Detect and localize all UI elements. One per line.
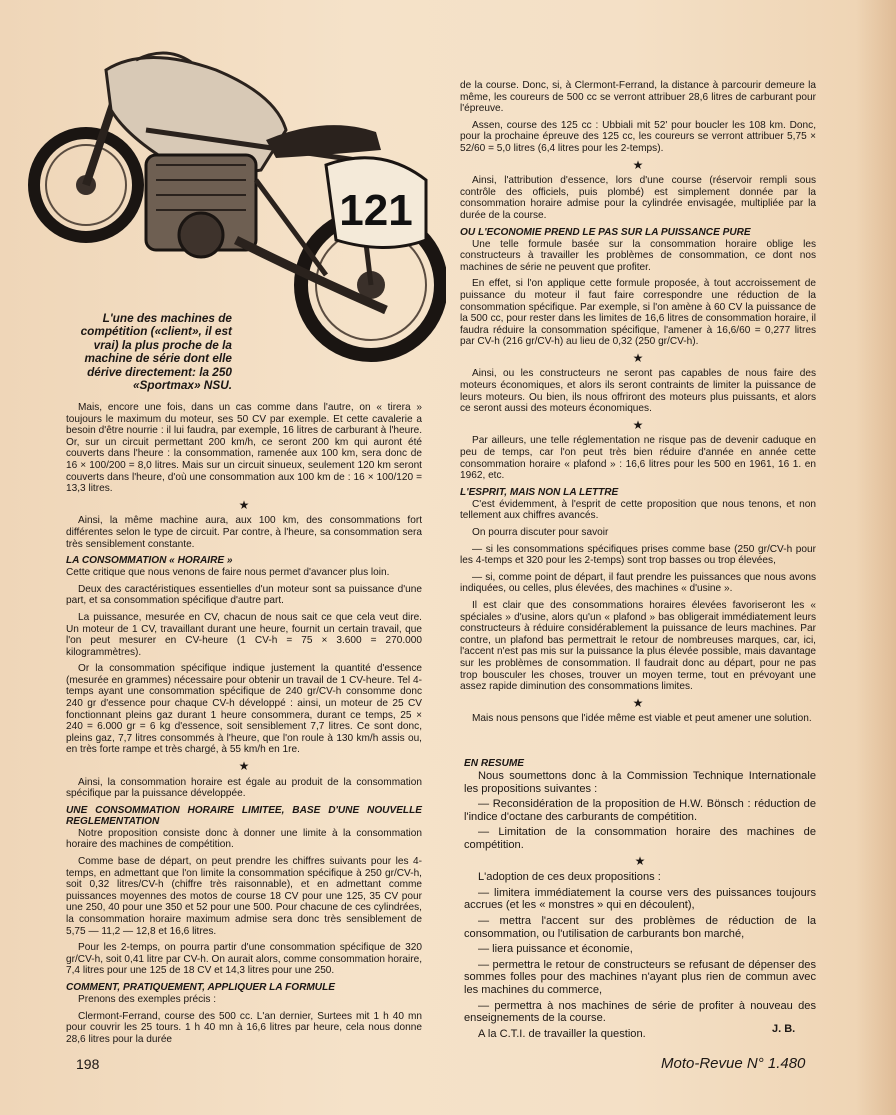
left-column <box>66 402 422 1050</box>
paragraph: — limitera immédiatement la course vers des puissances toujours accrues (et les « monstres » qui en découlent), <box>464 886 816 912</box>
illustration-caption: L'une des machines de compétition («client», il est vrai) la plus proche de la machine de série dont elle dérive directement: la 250 «Sportmax» NSU. <box>80 311 232 393</box>
paragraph: Prenons des exemples précis : <box>78 993 217 1005</box>
paragraph: de la course. Donc, si, à Clermont-Ferrand, la distance à parcourir demeure la même, les coureurs de 500 cc se verront attribuer 28,6 litres de carburant pour l'épreuve. <box>460 80 816 115</box>
paragraph: Mais, encore une fois, dans un cas comme dans l'autre, on « tirera » toujours le maximum du moteur, ses 50 CV par exemple. Et cette cavalerie a besoin d'être nourrie : il lui faudra, par exemple, 16 litres de carburant à l'heure. Or, sur un circuit permettant 200 km/h, ce seront 200 km qui auront été couverts dans l'heure : la consommation, ramenée aux 100 km, sera donc de 16 × 100/200 = 8,0 litres. Mais sur un circuit sinueux, seulement 120 km seront couverts dans l'heure, d'où une consommation aux 100 km de : 16 × 100/120 = 13,3 litres. <box>66 402 422 495</box>
paragraph: — si les consommations spécifiques prises comme base (250 gr/CV-h pour les 4-temps et 320 pour les 2-temps) sont trop basses ou trop élevées, <box>460 543 816 567</box>
paragraph: Nous soumettons donc à la Commission Technique Internationale les propositions suivantes : <box>464 770 816 795</box>
paragraph: En effet, si l'on applique cette formule proposée, à tout accroissement de puissance du moteur il faut faire correspondre une réduction de la consommation spécifique. Par exemple, si l'on amène à 60 CV la puissance de la 500 cc, pour rester dans les limites de 16,6 litres de consommation horaire, il faudra réduire la consommation spécifique, l'amener à 16,6/60 = 0,277 litres par CV-h (216 gr/CV-h) au lieu de 0,32 (250 gr/CV-h). <box>460 278 816 348</box>
paragraph: On pourra discuter pour savoir <box>472 527 609 538</box>
paragraph: Deux des caractéristiques essentielles d'un moteur sont sa puissance d'une part, et sa consommation spécifique d'autre part. <box>66 583 422 607</box>
paragraph: La puissance, mesurée en CV, chacun de nous sait ce que cela veut dire. Un moteur de 1 CV, travaillant durant une heure, fournit un certain travail, que l'on peut mesurer en CV-heure (1 CV-h = 75 × 3.600 = 270.000 kilogrammètres). <box>66 611 422 658</box>
star-separator: ★ <box>634 853 646 868</box>
paragraph: A la C.T.I. de travailler la question. <box>478 1027 646 1040</box>
star-separator: ★ <box>632 157 644 172</box>
star-separator: ★ <box>632 350 644 365</box>
paragraph: L'adoption de ces deux propositions : <box>478 871 661 884</box>
paragraph: Il est clair que des consommations horaires élevées favoriseront les « spéciales » d'usine, alors qu'un « plafond » bas obligerait immédiatement leurs constructeurs à réduire considérablement la puissance de leurs machines. Par contre, un plafond bas permettrait le retour de nombreuses marques, car, ici, l'accent n'est pas mis sur la puissance la plus élevée possible, mais davantage sur les problèmes de consommation. Il faudrait donc au départ, pour ne pas trop bousculer les choses, trouver un moyen terme, tout en prévoyant une assez rapide diminution des consommations limites. <box>460 599 816 693</box>
paragraph: Ainsi, la consommation horaire est égale au produit de la consommation spécifique par la puissance développée. <box>66 776 422 800</box>
page-number: 198 <box>76 1056 100 1072</box>
section-heading: UNE CONSOMMATION HORAIRE LIMITEE, BASE D'UNE NOUVELLE REGLEMENTATION <box>66 804 422 827</box>
page-edge-shadow <box>856 0 896 1115</box>
paragraph: — liera puissance et économie, <box>478 943 633 956</box>
race-number: 121 <box>339 186 413 235</box>
section-heading: LA CONSOMMATION « HORAIRE » <box>66 555 233 567</box>
paragraph: Comme base de départ, on peut prendre les chiffres suivants pour les 4-temps, en admettant que l'on limite la consommation spécifique à 250 gr/CV-h, soit 0,32 litres/CV-h (chiffre très raisonnable), et en admettant comme puissances moyennes des motos de course 18 CV pour une 125, 35 CV pour une 250, 40 pour une 350 et 52 pour une 500. Pour chacune de ces cylindrées, la consommation horaire maximum admise sera donc très sensiblement de 5,75 — 11,2 — 12,8 et 16,6 litres. <box>66 856 422 937</box>
paragraph: Or la consommation spécifique indique justement la quantité d'essence (mesurée en grammes) nécessaire pour obtenir un travail de 1 CV-heure. Tel 4-temps ayant une consommation spécifique de 240 gr/CV-h consomme donc 240 gr d'essence pour chaque CV-h développé : ainsi, un moteur de 25 CV fonctionnant pleins gaz durant 1 heure consommera, durant ce temps, 25 × 240 = 6.000 gr = 6 kg d'essence, soit sensiblement 7,7 litres. Ce sont donc, pleins gaz, 7,7 litres consommés à l'heure, que l'on roule à 130 km/h assis ou, en très forte rampe et très chargé, à 55 km/h en 1re. <box>66 663 422 756</box>
paragraph: Clermont-Ferrand, course des 500 cc. L'an dernier, Surtees mit 1 h 40 mn pour couvrir les 25 tours. 1 h 40 mn à 16,6 litres par heure, cela nous donne 28,6 litres pour la durée <box>66 1010 422 1045</box>
paragraph: Ainsi, ou les constructeurs ne seront pas capables de nous faire des moteurs économiques, et alors ils seront contraints de limiter la puissance de leurs moteurs. Ou bien, ils nous offriront des moteurs plus puissants, et alors ce seront aussi des moteurs économiques. <box>460 368 816 415</box>
section-heading: L'ESPRIT, MAIS NON LA LETTRE <box>460 486 619 498</box>
paragraph: Ainsi, l'attribution d'essence, lors d'une course (réservoir rempli sous contrôle des officiels, puis plombé) est simplement donnée par la consommation horaire admise pour la cylindrée envisagée, multipliée par la durée de la course. <box>460 175 816 221</box>
paragraph: Ainsi, la même machine aura, aux 100 km, des consommations fort différentes selon le type de circuit. Par contre, à l'heure, sa consommation sera très sensiblement constante. <box>66 515 422 550</box>
paragraph: — Reconsidération de la proposition de H.W. Bönsch : réduction de l'indice d'octane des carburants de compétition. <box>464 798 816 823</box>
section-heading: OU L'ECONOMIE PREND LE PAS SUR LA PUISSANCE PURE <box>460 226 751 238</box>
author-signature: J. B. <box>772 1023 796 1035</box>
star-separator: ★ <box>238 497 250 512</box>
paragraph: — permettra à nos machines de série de profiter à nouveau des enseignements de la course. <box>464 999 816 1025</box>
star-separator: ★ <box>632 695 644 710</box>
paragraph: Mais nous pensons que l'idée même est viable et peut amener une solution. <box>472 713 812 725</box>
resume-section <box>464 753 816 1043</box>
star-separator: ★ <box>238 759 250 774</box>
right-column <box>460 80 816 730</box>
paragraph: Cette critique que nous venons de faire nous permet d'avancer plus loin. <box>66 567 390 579</box>
section-heading: COMMENT, PRATIQUEMENT, APPLIQUER LA FORMULE <box>66 981 335 993</box>
paragraph: — mettra l'accent sur des problèmes de réduction de la consommation, ou l'utilisation de carburants bon marché, <box>464 914 816 940</box>
paragraph: C'est évidemment, à l'esprit de cette proposition que nous tenons, et non tellement aux chiffres avancés. <box>460 498 816 522</box>
paragraph: Une telle formule basée sur la consommation horaire oblige les constructeurs à travailler les problèmes de consommation, ce dont nos machines de série ne peuvent que profiter. <box>460 238 816 273</box>
paragraph: Assen, course des 125 cc : Ubbiali mit 52' pour boucler les 108 km. Donc, pour la prochaine épreuve des 125 cc, les coureurs se verront attribuer 5,75 × 52/60 = 5,0 litres (6,4 litres pour les 2-temps). <box>460 119 816 154</box>
paragraph: — Limitation de la consommation horaire des machines de compétition. <box>464 826 816 851</box>
star-separator: ★ <box>632 417 644 432</box>
paragraph: Par ailleurs, une telle réglementation ne risque pas de devenir caduque en peu de temps, car l'on peut très bien réduire d'année en année cette consommation horaire « plafond » : 16,6 litres pour les 500 en 1961, 16 1. en 1962, etc. <box>460 435 816 482</box>
paragraph: Notre proposition consiste donc à donner une limite à la consommation horaire des machines de compétition. <box>66 827 422 851</box>
section-heading: EN RESUME <box>464 758 525 769</box>
paragraph: — si, comme point de départ, il faut prendre les puissances que nous avons indiquées, ou celles, plus élevées, des machines « d'usine ». <box>460 571 816 595</box>
paragraph: — permettra le retour de constructeurs se refusant de dépenser des sommes folles pour des machines n'ayant plus rien de commun avec les machines du commerce, <box>464 958 816 996</box>
paragraph: Pour les 2-temps, on pourra partir d'une consommation spécifique de 320 gr/CV-h, soit 0,41 litre par CV-h. On aurait alors, comme consommation horaire, 7,4 litres pour une 125 de 18 CV et 14,3 litres pour une 250. <box>66 942 422 977</box>
publication-footer: Moto-Revue N° 1.480 <box>661 1055 806 1072</box>
